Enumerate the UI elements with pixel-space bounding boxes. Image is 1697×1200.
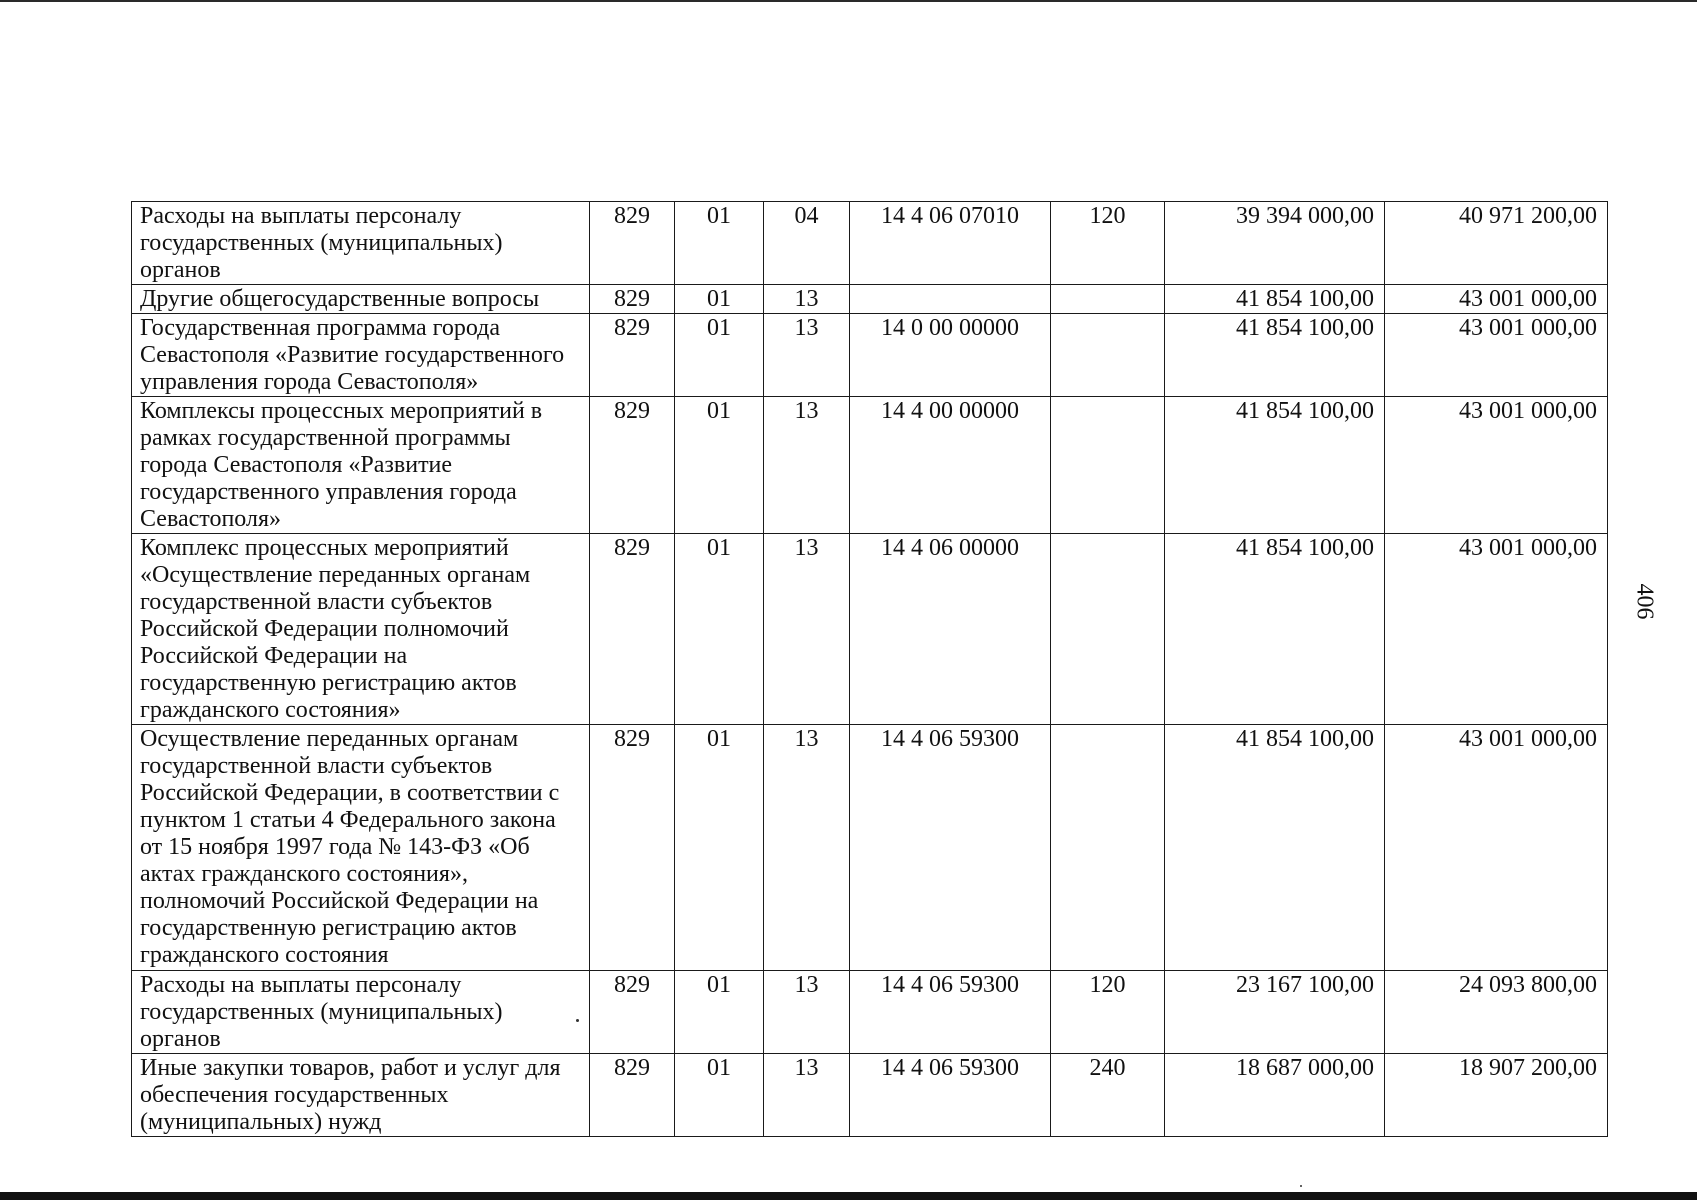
subsection-code-cell: 04 [764, 202, 850, 285]
target-article-cell: 14 4 06 00000 [850, 534, 1051, 725]
amount-year2-cell: 24 093 800,00 [1385, 971, 1608, 1054]
expense-type-cell: 120 [1051, 202, 1165, 285]
grbs-code-cell: 829 [590, 1054, 675, 1137]
table-row [132, 397, 1608, 534]
amount-year1-cell: 39 394 000,00 [1165, 202, 1385, 285]
grbs-code-cell: 829 [590, 285, 675, 314]
grbs-code-cell: 829 [590, 534, 675, 725]
subsection-code-cell: 13 [764, 285, 850, 314]
expense-type-cell [1051, 534, 1165, 725]
section-code-cell: 01 [675, 1054, 764, 1137]
amount-year2-cell: 43 001 000,00 [1385, 725, 1608, 971]
amount-year2-cell: 43 001 000,00 [1385, 285, 1608, 314]
expense-type-cell [1051, 397, 1165, 534]
scan-speck [576, 1019, 579, 1022]
table-row [132, 725, 1608, 971]
expense-name-cell: Другие общегосударственные вопросы [132, 285, 590, 314]
amount-year1-cell: 18 687 000,00 [1165, 1054, 1385, 1137]
target-article-cell: 14 0 00 00000 [850, 314, 1051, 397]
target-article-cell: 14 4 06 59300 [850, 725, 1051, 971]
table-row [132, 1054, 1608, 1137]
amount-year2-cell: 43 001 000,00 [1385, 534, 1608, 725]
grbs-code-cell: 829 [590, 725, 675, 971]
budget-table [131, 201, 1608, 1137]
target-article-cell: 14 4 06 59300 [850, 1054, 1051, 1137]
amount-year1-cell: 23 167 100,00 [1165, 971, 1385, 1054]
subsection-code-cell: 13 [764, 1054, 850, 1137]
amount-year1-cell: 41 854 100,00 [1165, 285, 1385, 314]
expense-name-cell: Комплексы процессных мероприятий в рамках государственной программы города Севастополя «Развитие государственного управления города Севастополя» [132, 397, 590, 534]
expense-type-cell: 240 [1051, 1054, 1165, 1137]
amount-year1-cell: 41 854 100,00 [1165, 314, 1385, 397]
expense-name-cell: Государственная программа города Севастополя «Развитие государственного управления города Севастополя» [132, 314, 590, 397]
subsection-code-cell: 13 [764, 314, 850, 397]
amount-year1-cell: 41 854 100,00 [1165, 534, 1385, 725]
amount-year2-cell: 18 907 200,00 [1385, 1054, 1608, 1137]
page-number: 406 [1631, 583, 1658, 620]
scan-top-edge [0, 0, 1697, 2]
grbs-code-cell: 829 [590, 314, 675, 397]
expense-type-cell [1051, 725, 1165, 971]
target-article-cell: 14 4 06 07010 [850, 202, 1051, 285]
expense-name-cell: Расходы на выплаты персоналу государственных (муниципальных) органов [132, 202, 590, 285]
expense-type-cell [1051, 314, 1165, 397]
amount-year2-cell: 43 001 000,00 [1385, 397, 1608, 534]
grbs-code-cell: 829 [590, 971, 675, 1054]
target-article-cell [850, 285, 1051, 314]
section-code-cell: 01 [675, 725, 764, 971]
amount-year2-cell: 40 971 200,00 [1385, 202, 1608, 285]
subsection-code-cell: 13 [764, 397, 850, 534]
amount-year1-cell: 41 854 100,00 [1165, 725, 1385, 971]
subsection-code-cell: 13 [764, 971, 850, 1054]
expense-name-cell: Иные закупки товаров, работ и услуг для обеспечения государственных (муниципальных) нужд [132, 1054, 590, 1137]
scan-bottom-edge [0, 1192, 1697, 1200]
amount-year2-cell: 43 001 000,00 [1385, 314, 1608, 397]
section-code-cell: 01 [675, 971, 764, 1054]
grbs-code-cell: 829 [590, 202, 675, 285]
expense-type-cell: 120 [1051, 971, 1165, 1054]
section-code-cell: 01 [675, 397, 764, 534]
table-row [132, 314, 1608, 397]
expense-name-cell: Осуществление переданных органам государственной власти субъектов Российской Федерации, в соответствии с пунктом 1 статьи 4 Федерального закона от 15 ноября 1997 года № 143-ФЗ «Об актах гражданского состояния», полномочий Российской Федерации на государственную регистрацию актов гражданского состояния [132, 725, 590, 971]
table-row [132, 971, 1608, 1054]
subsection-code-cell: 13 [764, 725, 850, 971]
subsection-code-cell: 13 [764, 534, 850, 725]
section-code-cell: 01 [675, 285, 764, 314]
expense-name-cell: Комплекс процессных мероприятий «Осуществление переданных органам государственной власти субъектов Российской Федерации полномочий Российской Федерации на государственную регистрацию актов гражданского состояния» [132, 534, 590, 725]
expense-type-cell [1051, 285, 1165, 314]
table-row [132, 285, 1608, 314]
section-code-cell: 01 [675, 202, 764, 285]
section-code-cell: 01 [675, 534, 764, 725]
scan-speck [1300, 1185, 1302, 1187]
target-article-cell: 14 4 00 00000 [850, 397, 1051, 534]
table-row [132, 202, 1608, 285]
amount-year1-cell: 41 854 100,00 [1165, 397, 1385, 534]
section-code-cell: 01 [675, 314, 764, 397]
expense-name-cell: Расходы на выплаты персоналу государственных (муниципальных) органов [132, 971, 590, 1054]
target-article-cell: 14 4 06 59300 [850, 971, 1051, 1054]
grbs-code-cell: 829 [590, 397, 675, 534]
table-row [132, 534, 1608, 725]
